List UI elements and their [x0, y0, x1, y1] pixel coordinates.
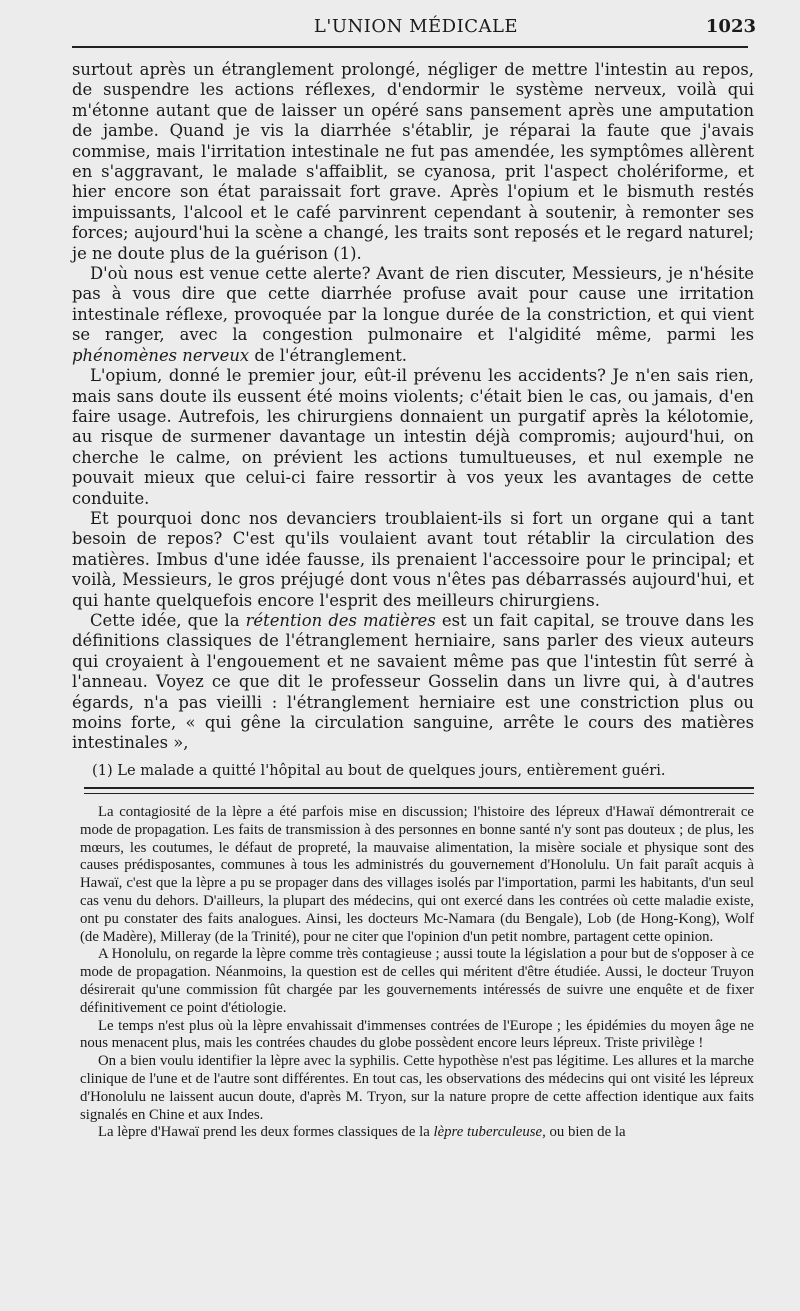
paragraph: La lèpre d'Hawaï prend les deux formes classiques de la lèpre tuberculeuse, ou bien de la	[98, 1124, 626, 1141]
italic-phrase: lèpre tuberculeuse,	[433, 1124, 546, 1141]
header-rule	[72, 46, 748, 48]
paragraph: Et pourquoi donc nos devanciers troublaient-ils si fort un organe qui a tant besoin de repos? C'est qu'ils voulaient avant tout rétablir la circulation des matières. Imbus d'une idée fausse, ils prenaient l'accessoire pour le principal; et voilà, Messieurs, le gros préjugé dont vous n'êtes pas débarrassés aujourd'hui, et qui hante quelquefois encore l'esprit des meilleurs chirurgiens.	[72, 508, 754, 610]
paragraph: Le temps n'est plus où la lèpre envahissait d'immenses contrées de l'Europe ; les épidémies du moyen âge ne nous menacent plus, mais les contrées chaudes du globe possèdent encore leurs lépreux. Triste privilège !	[80, 1017, 754, 1052]
section-divider	[84, 787, 754, 794]
paragraph: L'opium, donné le premier jour, eût-il prévenu les accidents? Je n'en sais rien, mais sans doute ils eussent été moins violents; c'était bien le cas, ou jamais, d'en faire usage. Autrefois, les chirurgiens donnaient un purgatif après la kélotomie, au risque de surmener davantage un intestin déjà compromis; aujourd'hui, on cherche le calme, on prévient les actions tumultueuses, et nul exemple ne pouvait mieux que celui-ci faire ressortir à vos yeux les avantages de cette conduite.	[72, 366, 754, 508]
paragraph: Cette idée, que la rétention des matières est un fait capital, se trouve dans les définitions classiques de l'étranglement herniaire, sans parler des vieux auteurs qui croyaient à l'engouement et ne savaient même pas que l'intestin fût serré à l'anneau. Voyez ce que dit le professeur Gosselin dans un livre qui, à d'autres égards, n'a pas vieilli : l'étranglement herniaire est une constriction plus ou moins forte, « qui gêne la circulation sanguine, arrête le cours des matières intestinales »,	[72, 610, 754, 753]
italic-phrase: phénomènes nerveux	[72, 345, 250, 365]
page-header	[72, 14, 760, 44]
footnote: (1) Le malade a quitté l'hôpital au bout de quelques jours, entièrement guéri.	[92, 762, 666, 779]
running-title: L'UNION MÉDICALE	[313, 16, 519, 37]
paragraph: A Honolulu, on regarde la lèpre comme très contagieuse ; aussi toute la législation a pour but de s'opposer à ce mode de propagation. Néanmoins, la question est de celles qui méritent d'être étudiée. Aussi, le docteur Truyon désirerait qu'une commission fût chargée par les gouvernements intéressés de suivre une enquête et de fixer définitivement ce point d'étiologie.	[80, 946, 754, 1016]
feuilleton-text	[80, 804, 754, 1142]
main-text	[72, 60, 754, 754]
paragraph: La contagiosité de la lèpre a été parfois mise en discussion; l'histoire des lépreux d'Hawaï démontrerait ce mode de propagation. Les faits de transmission à des personnes en bonne santé n'y sont pas douteux ; de plus, les mœurs, les coutumes, le défaut de propreté, la mauvaise alimentation, la misère sociale et physique sont des causes prédisposantes, communes à tous les administrés du gouvernement d'Honolulu. Un fait paraît acquis à Hawaï, c'est que la lèpre a pu se propager dans des villages isolés par l'importation, parmi les habitants, d'un seul cas venu du dehors. D'ailleurs, la plupart des médecins, qui ont exercé dans les contrées où cette maladie existe, ont pu constater des faits analogues. Ainsi, les docteurs Mc-Namara (du Bengale), Lob (de Hong-Kong), Wolf (de Madère), Milleray (de la Trinité), pour ne citer que l'opinion d'un petit nombre, partagent cette opinion.	[80, 804, 754, 945]
page-number: 1023	[705, 16, 756, 37]
paragraph: surtout après un étranglement prolongé, négliger de mettre l'intestin au repos, de suspendre les actions réflexes, d'endormir le système nerveux, voilà qui m'étonne autant que de laisser un opéré sans pansement après une amputation de jambe. Quand je vis la diarrhée s'établir, je réparai la faute que j'avais commise, mais l'irritation intestinale ne fut pas amendée, les symptômes allèrent en s'aggravant, le malade s'affaiblit, se cyanosa, prit l'aspect cholériforme, et hier encore son état paraissait fort grave. Après l'opium et le bismuth restés impuissants, l'alcool et le café parvinrent cependant à soutenir, à remonter ses forces; aujourd'hui la scène a changé, les traits sont reposés et le regard naturel; je ne doute plus de la guérison (1).	[72, 60, 754, 263]
italic-phrase: rétention des matières	[245, 610, 436, 630]
paragraph: D'où nous est venue cette alerte? Avant de rien discuter, Messieurs, je n'hésite pas à vous dire que cette diarrhée profuse avait pour cause une irritation intestinale réflexe, provoquée par la longue durée de la constriction, et qui vient se ranger, avec la congestion pulmonaire et l'algidité même, parmi les phénomènes nerveux de l'étranglement.	[72, 264, 754, 365]
paragraph: On a bien voulu identifier la lèpre avec la syphilis. Cette hypothèse n'est pas légitime. Les allures et la marche clinique de l'une et de l'autre sont différentes. En tout cas, les observations des médecins qui ont visité les lépreux d'Honolulu ne laissent aucun doute, d'après M. Tryon, sur la nature propre de cette affection identique aux faits signalés en Chine et aux Indes.	[80, 1053, 754, 1123]
